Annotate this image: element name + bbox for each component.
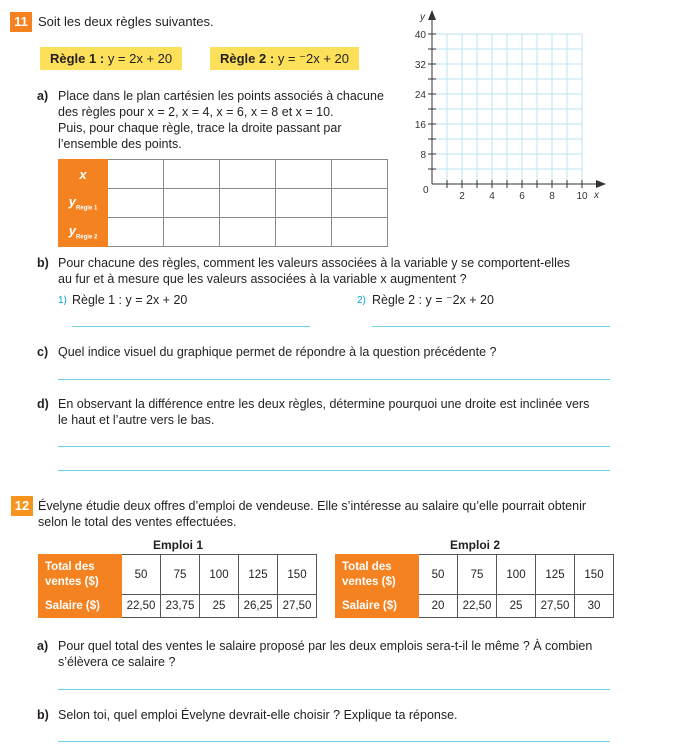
table-cell[interactable] [220, 189, 276, 218]
job-1-table [38, 554, 317, 618]
row-header-x: x [59, 160, 108, 189]
sub-question-1-text: Règle 1 : y = 2x + 20 [72, 293, 188, 307]
table-row-salary [39, 595, 317, 618]
table-cell[interactable] [164, 218, 220, 247]
y-tick-label: 8 [420, 150, 426, 161]
answer-line-c[interactable] [58, 379, 610, 380]
table-cell[interactable] [276, 189, 332, 218]
table-cell: 25 [200, 595, 239, 618]
answer-line-ex12-a[interactable] [58, 689, 610, 690]
table-cell: 75 [458, 555, 497, 595]
exercise-number-badge: 11 [10, 12, 32, 32]
table-cell[interactable] [220, 160, 276, 189]
table-cell[interactable] [164, 160, 220, 189]
part-d-line-1: En observant la différence entre les deux règles, détermine pourquoi une droite est inclinée vers [58, 397, 590, 411]
row-header-y-rule2: $y_{Règle 2}$ [59, 218, 108, 247]
table-cell[interactable] [276, 218, 332, 247]
y-tick-label: 24 [414, 90, 426, 101]
exercise-12-line-2: selon le total des ventes effectuées. [38, 515, 237, 529]
y-axis-arrow-icon [428, 10, 436, 20]
rule-2-box [210, 47, 359, 70]
rule-1-box [40, 47, 182, 70]
part-a-line-3: Puis, pour chaque règle, trace la droite passant par [58, 121, 342, 135]
exercise-12-line-1: Évelyne étudie deux offres d’emploi de vendeuse. Elle s’intéresse au salaire qu’elle pourrait obtenir [38, 499, 587, 513]
part-a-line-4: l’ensemble des points. [58, 137, 182, 151]
rule-1-label: Règle 1 : [50, 51, 105, 66]
row-header-sales: Total des ventes ($) [336, 555, 419, 595]
table-cell[interactable] [108, 160, 164, 189]
table-cell[interactable] [332, 218, 388, 247]
exercise-number-badge: 12 [11, 496, 33, 516]
table-cell: 50 [419, 555, 458, 595]
x-tick-label: 2 [459, 191, 465, 202]
job-2-table [335, 554, 614, 618]
table-cell: 27,50 [536, 595, 575, 618]
cartesian-plane[interactable] [400, 0, 615, 205]
table-cell[interactable] [164, 189, 220, 218]
x-axis-label: x [594, 190, 599, 201]
ex12-part-b-text: Selon toi, quel emploi Évelyne devrait-elle choisir ? Explique ta réponse. [58, 708, 458, 722]
table-row-sales [336, 555, 614, 595]
table-cell: 100 [497, 555, 536, 595]
answer-line-d1[interactable] [58, 446, 610, 447]
table-cell: 150 [278, 555, 317, 595]
y-tick-label: 40 [414, 30, 426, 41]
sub-question-2-text: Règle 2 : y = ⁻2x + 20 [372, 293, 494, 307]
table-cell: 150 [575, 555, 614, 595]
table-cell: 125 [536, 555, 575, 595]
ex12-part-a-letter: a) [37, 639, 49, 653]
ex12-part-a-line-1: Pour quel total des ventes le salaire proposé par les deux emplois sera-t-il le même ? À combien [58, 639, 593, 653]
part-c-text: Quel indice visuel du graphique permet de répondre à la question précédente ? [58, 345, 497, 359]
table-cell: 30 [575, 595, 614, 618]
table-cell[interactable] [332, 189, 388, 218]
table-row-sales [39, 555, 317, 595]
table-row-y-rule2 [59, 218, 388, 247]
ex12-part-a-line-2: s’élèvera ce salaire ? [58, 655, 176, 669]
job-1-title: Emploi 1 [153, 538, 204, 552]
part-b-line-1: Pour chacune des règles, comment les valeurs associées à la variable y se comportent-elles [58, 256, 571, 270]
table-cell[interactable] [108, 218, 164, 247]
table-cell: 22,50 [122, 595, 161, 618]
values-table [58, 159, 388, 247]
table-cell: 27,50 [278, 595, 317, 618]
table-row-x [59, 160, 388, 189]
part-a-letter: a) [37, 89, 49, 103]
answer-line-d2[interactable] [58, 470, 610, 471]
ex12-part-b-letter: b) [37, 708, 49, 722]
origin-label: 0 [423, 185, 429, 196]
table-row-y-rule1 [59, 189, 388, 218]
sub-question-2-number: 2) [357, 295, 366, 306]
table-cell: 125 [239, 555, 278, 595]
part-a-line-2: des règles pour x = 2, x = 4, x = 6, x = 8 et x = 10. [58, 105, 334, 119]
table-cell: 75 [161, 555, 200, 595]
job-2-title: Emploi 2 [450, 538, 501, 552]
table-cell: 25 [497, 595, 536, 618]
y-tick-label: 32 [414, 60, 426, 71]
x-tick-label: 10 [576, 191, 588, 202]
answer-line-ex12-b[interactable] [58, 741, 610, 742]
y-axis-label: y [420, 12, 425, 23]
exercise-intro: Soit les deux règles suivantes. [38, 14, 214, 29]
x-tick-label: 4 [489, 191, 495, 202]
answer-line-b2[interactable] [372, 326, 610, 327]
x-tick-label: 6 [519, 191, 525, 202]
table-cell: 50 [122, 555, 161, 595]
table-cell: 100 [200, 555, 239, 595]
table-cell: 26,25 [239, 595, 278, 618]
part-c-letter: c) [37, 345, 49, 359]
row-header-salary: Salaire ($) [336, 595, 419, 618]
table-cell[interactable] [276, 160, 332, 189]
rule-1-expression: y = 2x + 20 [107, 51, 173, 66]
part-b-line-2: au fur et à mesure que les valeurs associées à la variable x augmentent ? [58, 272, 467, 286]
y-tick-label: 16 [414, 120, 426, 131]
row-header-salary: Salaire ($) [39, 595, 122, 618]
table-cell[interactable] [220, 218, 276, 247]
table-cell: 23,75 [161, 595, 200, 618]
part-a-line-1: Place dans le plan cartésien les points associés à chacune [58, 89, 384, 103]
part-b-letter: b) [37, 256, 49, 270]
table-cell[interactable] [108, 189, 164, 218]
row-header-sales: Total des ventes ($) [39, 555, 122, 595]
table-cell[interactable] [332, 160, 388, 189]
answer-line-b1[interactable] [72, 326, 310, 327]
table-row-salary [336, 595, 614, 618]
part-d-letter: d) [37, 397, 49, 411]
grid [432, 34, 582, 184]
sub-question-1-number: 1) [58, 295, 67, 306]
rule-2-expression: y = ⁻2x + 20 [277, 51, 349, 66]
table-cell: 22,50 [458, 595, 497, 618]
x-tick-label: 8 [549, 191, 555, 202]
axes [428, 18, 598, 188]
part-d-line-2: le haut et l’autre vers le bas. [58, 413, 215, 427]
x-axis-arrow-icon [596, 180, 606, 188]
table-cell: 20 [419, 595, 458, 618]
rule-2-label: Règle 2 : [220, 51, 275, 66]
row-header-y-rule1: $y_{Règle 1}$ [59, 189, 108, 218]
